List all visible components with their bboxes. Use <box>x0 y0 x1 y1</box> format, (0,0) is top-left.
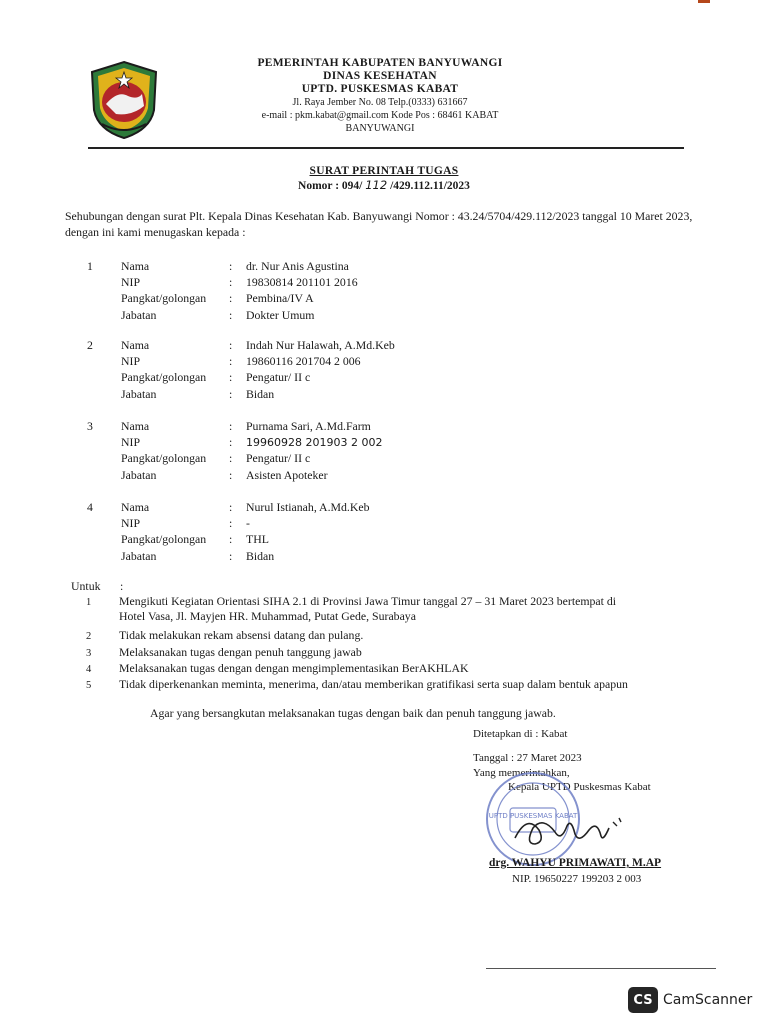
person-colon: : <box>229 549 233 563</box>
person-nama-value: dr. Nur Anis Agustina <box>246 259 349 273</box>
person-number: 1 <box>87 259 93 273</box>
signature-place: Ditetapkan di : Kabat <box>473 728 568 740</box>
untuk-item-text: Tidak diperkenankan meminta, menerima, dan/atau memberikan gratifikasi serta suap dalam bentuk apapun <box>119 677 628 691</box>
person-colon: : <box>229 308 233 322</box>
untuk-colon: : <box>120 579 124 593</box>
person-colon: : <box>229 259 233 273</box>
person-jabatan-value: Bidan <box>246 549 275 563</box>
camscanner-watermark <box>628 987 752 1013</box>
person-nip-value: 19960928 201903 2 002 <box>246 436 383 449</box>
person-jabatan-label: Jabatan <box>121 549 157 563</box>
person-colon: : <box>229 354 233 368</box>
person-nip-label: NIP <box>121 354 141 368</box>
person-colon: : <box>229 291 233 305</box>
untuk-item-text: Melaksanakan tugas dengan penuh tanggung jawab <box>119 645 362 659</box>
person-jabatan-label: Jabatan <box>121 308 157 322</box>
person-colon: : <box>229 419 233 433</box>
person-pangkat-label: Pangkat/golongan <box>121 370 207 384</box>
untuk-item-number: 2 <box>86 631 92 642</box>
person-nama-value: Purnama Sari, A.Md.Farm <box>246 419 371 433</box>
person-nip-label: NIP <box>121 435 141 449</box>
signature-ordered: Yang memerintahkan, <box>473 767 570 779</box>
person-colon: : <box>229 387 233 401</box>
person-nip-value: 19830814 201101 2016 <box>246 275 358 289</box>
letterhead-city: BANYUWANGI <box>345 123 415 134</box>
person-colon: : <box>229 532 233 546</box>
person-jabatan-value: Dokter Umum <box>246 308 315 322</box>
person-nama-label: Nama <box>121 500 150 514</box>
camscanner-logo-icon: CS <box>628 987 658 1013</box>
untuk-item-text: Melaksanakan tugas dengan dengan mengimplementasikan BerAKHLAK <box>119 661 469 675</box>
letterhead-divider <box>88 147 684 149</box>
person-pangkat-value: Pengatur/ II c <box>246 370 311 384</box>
letterhead-line3: UPTD. PUSKESMAS KABAT <box>301 83 459 95</box>
corner-mark <box>698 0 710 3</box>
letterhead-email: e-mail : pkm.kabat@gmail.com Kode Pos : 68461 KABAT <box>261 110 499 121</box>
page-bottom-line <box>486 968 716 969</box>
person-jabatan-value: Bidan <box>246 387 275 401</box>
person-colon: : <box>229 451 233 465</box>
letterhead-line2: DINAS KESEHATAN <box>323 70 437 82</box>
signature-position: Kepala UPTD Puskesmas Kabat <box>508 781 651 793</box>
person-colon: : <box>229 275 233 289</box>
person-colon: : <box>229 370 233 384</box>
untuk-item-text: Tidak melakukan rekam absensi datang dan pulang. <box>119 628 364 642</box>
person-pangkat-label: Pangkat/golongan <box>121 291 207 305</box>
intro-paragraph: Sehubungan dengan surat Plt. Kepala Dinas Kesehatan Kab. Banyuwangi Nomor : 43.24/5704/429.112/2023 tanggal 10 Maret 2023, dengan ini kami menugaskan kepada : <box>65 209 693 239</box>
person-colon: : <box>229 468 233 482</box>
person-nama-value: Indah Nur Halawah, A.Md.Keb <box>246 338 395 352</box>
person-nip-label: NIP <box>121 275 141 289</box>
person-number: 2 <box>87 338 93 352</box>
untuk-item-number: 4 <box>86 664 92 675</box>
person-pangkat-label: Pangkat/golongan <box>121 532 207 546</box>
letterhead-address: Jl. Raya Jember No. 08 Telp.(0333) 631667 <box>292 97 468 108</box>
stamp-text: UPTD PUSKESMAS KABAT <box>488 812 578 820</box>
document-number <box>0 178 768 192</box>
person-nip-value: - <box>246 516 250 530</box>
person-jabatan-label: Jabatan <box>121 387 157 401</box>
untuk-item-number: 1 <box>86 597 92 608</box>
person-nip-label: NIP <box>121 516 141 530</box>
signatory-nip: NIP. 19650227 199203 2 003 <box>512 873 642 885</box>
person-pangkat-value: Pengatur/ II c <box>246 451 311 465</box>
signature-date: Tanggal : 27 Maret 2023 <box>473 752 582 764</box>
untuk-item-text-continued: Hotel Vasa, Jl. Mayjen HR. Muhammad, Putat Gede, Surabaya <box>119 609 416 623</box>
person-colon: : <box>229 338 233 352</box>
person-colon: : <box>229 435 233 449</box>
person-colon: : <box>229 516 233 530</box>
signatory-name: drg. WAHYU PRIMAWATI, M.AP <box>489 857 662 869</box>
untuk-item-number: 5 <box>86 680 92 691</box>
untuk-item-text: Mengikuti Kegiatan Orientasi SIHA 2.1 di Provinsi Jawa Timur tanggal 27 – 31 Maret 2023 bertempat di <box>119 594 617 608</box>
untuk-item-number: 3 <box>86 648 92 659</box>
number-handwritten: 112 <box>365 178 388 192</box>
handwritten-signature-icon <box>505 808 625 852</box>
number-suffix: /429.112.11/2023 <box>390 180 470 192</box>
person-colon: : <box>229 500 233 514</box>
person-number: 3 <box>87 419 93 433</box>
person-nip-value: 19860116 201704 2 006 <box>246 354 361 368</box>
person-pangkat-value: THL <box>246 532 269 546</box>
camscanner-text: CamScanner <box>663 992 753 1008</box>
letterhead <box>200 57 560 135</box>
person-number: 4 <box>87 500 93 514</box>
person-nama-label: Nama <box>121 259 150 273</box>
closing-statement: Agar yang bersangkutan melaksanakan tugas dengan baik dan penuh tanggung jawab. <box>150 706 556 720</box>
person-nama-label: Nama <box>121 338 150 352</box>
document-title: SURAT PERINTAH TUGAS <box>309 165 459 177</box>
person-nama-label: Nama <box>121 419 150 433</box>
regency-emblem-icon <box>88 60 160 140</box>
letterhead-line1: PEMERINTAH KABUPATEN BANYUWANGI <box>257 57 503 69</box>
person-pangkat-label: Pangkat/golongan <box>121 451 207 465</box>
person-jabatan-value: Asisten Apoteker <box>246 468 328 482</box>
person-pangkat-value: Pembina/IV A <box>246 291 314 305</box>
untuk-label: Untuk <box>71 579 101 593</box>
number-prefix: Nomor : 094/ <box>298 180 363 192</box>
person-nama-value: Nurul Istianah, A.Md.Keb <box>246 500 370 514</box>
person-jabatan-label: Jabatan <box>121 468 157 482</box>
